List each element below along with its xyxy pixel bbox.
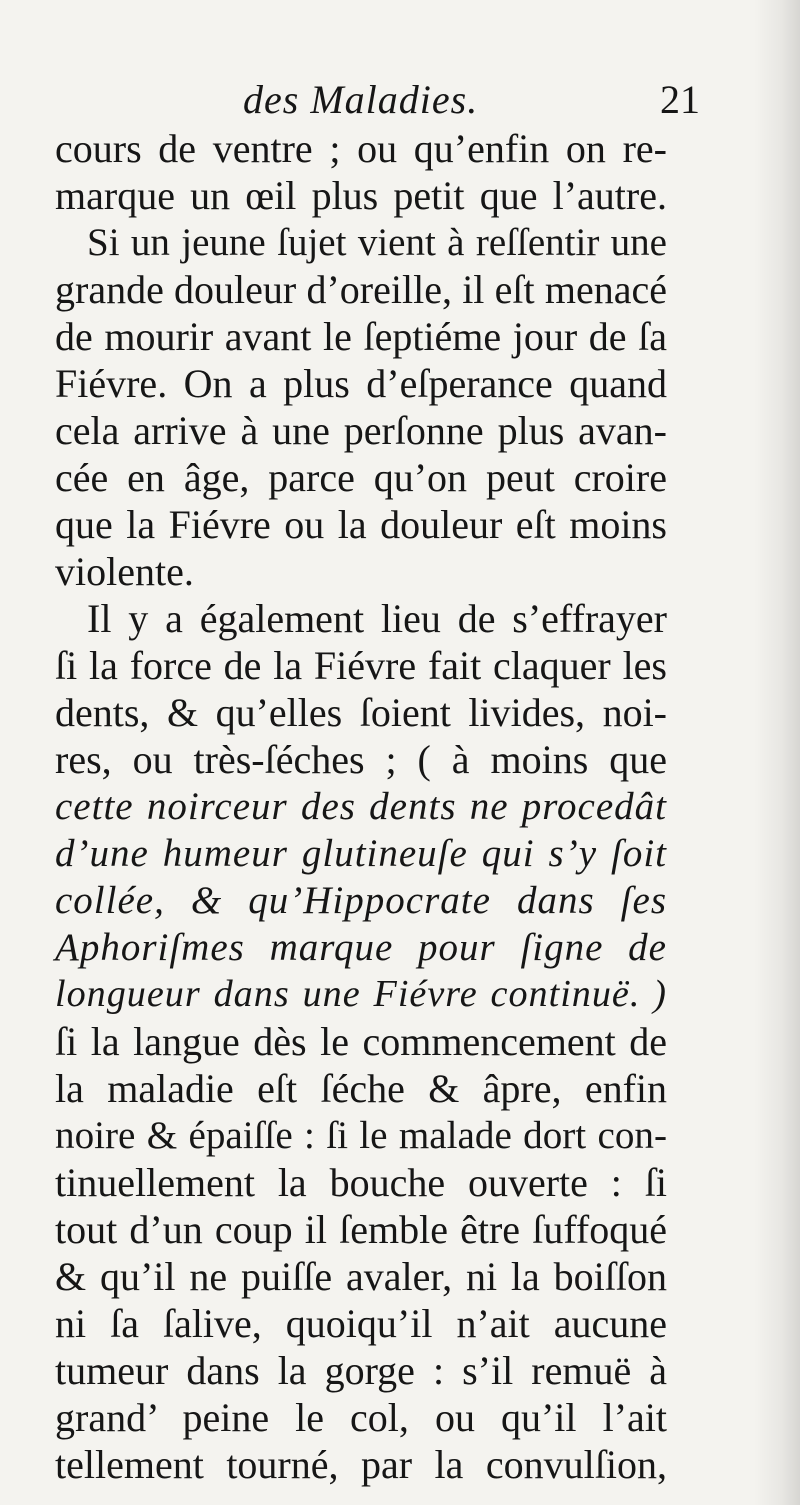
text-line: tellement tourné, par la convulſion, bbox=[55, 1442, 667, 1487]
text-line: grand’ peine le col, ou qu’il l’ait bbox=[55, 1395, 667, 1440]
text-line: noire & épaiſſe : ſi le malade dort con- bbox=[55, 1114, 667, 1157]
text-line: la maladie eſt ſéche & âpre, enfin bbox=[55, 1066, 667, 1111]
text-line: tinuellement la bouche ouverte : ſi bbox=[55, 1160, 667, 1205]
text-line-italic: Aphoriſmes marque pour ſigne de bbox=[55, 926, 667, 969]
text-line: ſi la force de la Fiévre fait claquer les bbox=[55, 643, 667, 688]
page-header bbox=[55, 70, 700, 130]
text-line: dents, & qu’elles ſoient livides, noi- bbox=[55, 690, 667, 735]
text-line: marque un œil plus petit que l’autre. bbox=[55, 173, 667, 218]
text-line: & qu’il ne puiſſe avaler, ni la boiſſon bbox=[55, 1254, 667, 1299]
text-line-italic: d’une humeur glutineuſe qui s’y ſoit bbox=[55, 832, 667, 875]
running-title: des Maladies. bbox=[243, 77, 479, 122]
text-line: Il y a également lieu de s’effrayer bbox=[87, 596, 667, 641]
text-line: cela arrive à une perſonne plus avan- bbox=[55, 408, 667, 453]
text-line: grande douleur d’oreille, il eſt menacé bbox=[55, 267, 667, 312]
text-line: tout d’un coup il ſemble être ſuffoqué bbox=[55, 1207, 667, 1252]
body-text bbox=[55, 125, 667, 1488]
page-number: 21 bbox=[660, 77, 700, 122]
text-line: tumeur dans la gorge : s’il remuë à bbox=[55, 1348, 667, 1393]
text-line: de mourir avant le ſeptiéme jour de ſa bbox=[55, 314, 667, 359]
text-line: ſi la langue dès le commencement de bbox=[55, 1019, 667, 1064]
text-line: Fiévre. On a plus d’eſperance quand bbox=[55, 361, 667, 406]
text-line-italic: longueur dans une Fiévre continuë. ) bbox=[55, 973, 667, 1015]
page-edge-shadow bbox=[754, 0, 800, 1505]
text-line: res, ou très-ſéches ; ( à moins que bbox=[55, 737, 667, 782]
text-line: cée en âge, parce qu’on peut croire bbox=[55, 455, 667, 500]
text-line-italic: collée, & qu’Hippocrate dans ſes bbox=[55, 879, 667, 922]
text-line: ni ſa ſalive, quoiqu’il n’ait aucune bbox=[55, 1301, 667, 1346]
text-line-italic: cette noirceur des dents ne procedât bbox=[55, 785, 667, 828]
text-line: Si un jeune ſujet vient à reſſentir une bbox=[87, 221, 667, 264]
text-line: cours de ventre ; ou qu’enfin on re- bbox=[55, 126, 667, 171]
text-line: que la Fiévre ou la douleur eſt moins bbox=[55, 502, 667, 547]
text-line: violente. bbox=[55, 549, 194, 594]
